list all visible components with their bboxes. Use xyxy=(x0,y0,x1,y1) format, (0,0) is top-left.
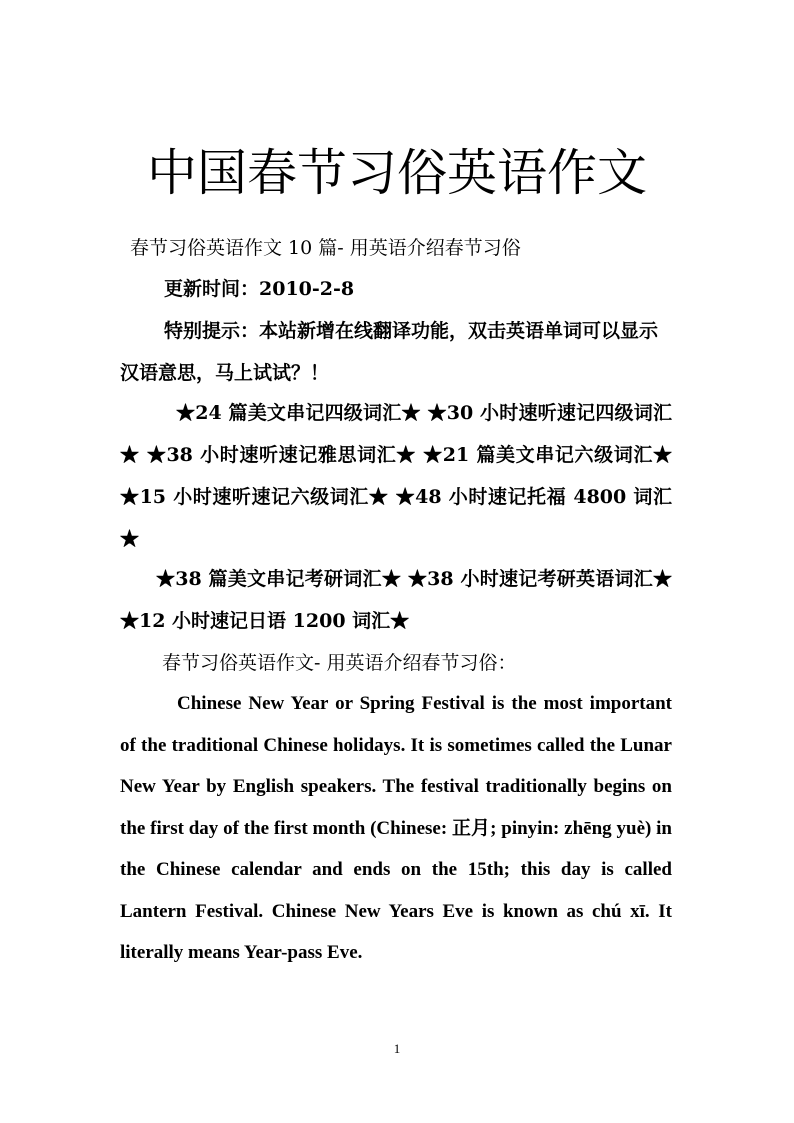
vocabulary-links-group-1[interactable]: ★24 篇美文串记四级词汇★ ★30 小时速听速记四级词汇★ ★38 小时速听速记雅思词汇★ ★21 篇美文串记六级词汇★ ★15 小时速听速记六级词汇★ ★48 小时速记托福 4800 词汇★ xyxy=(120,402,672,550)
document-title: 中国春节习俗英语作文 xyxy=(147,144,647,202)
page-number: 1 xyxy=(393,1041,401,1056)
document-subtitle: 春节习俗英语作文 10 篇- 用英语介绍春节习俗 xyxy=(130,237,521,259)
translation-notice: 特别提示：本站新增在线翻译功能，双击英语单词可以显示汉语意思，马上试试？！ xyxy=(120,320,659,384)
vocabulary-links-group-2[interactable]: ★38 篇美文串记考研词汇★ ★38 小时速记考研英语词汇★ ★12 小时速记日语 1200 词汇★ xyxy=(120,568,672,632)
update-time: 更新时间：2010-2-8 xyxy=(164,278,355,300)
section-intro: 春节习俗英语作文- 用英语介绍春节习俗： xyxy=(162,652,517,674)
english-paragraph: Chinese New Year or Spring Festival is the most important of the traditional Chinese holidays. It is sometimes called the Lunar New Year by English speakers. The festival traditionally begins on the first day of the first month (Chinese: 正月; pinyin: zhēng yuè) in the Chinese calendar and ends on the 15th; this day is called Lantern Festival. Chinese New Years Eve is known as chú xī. It literally means Year-pass Eve. xyxy=(120,693,672,963)
